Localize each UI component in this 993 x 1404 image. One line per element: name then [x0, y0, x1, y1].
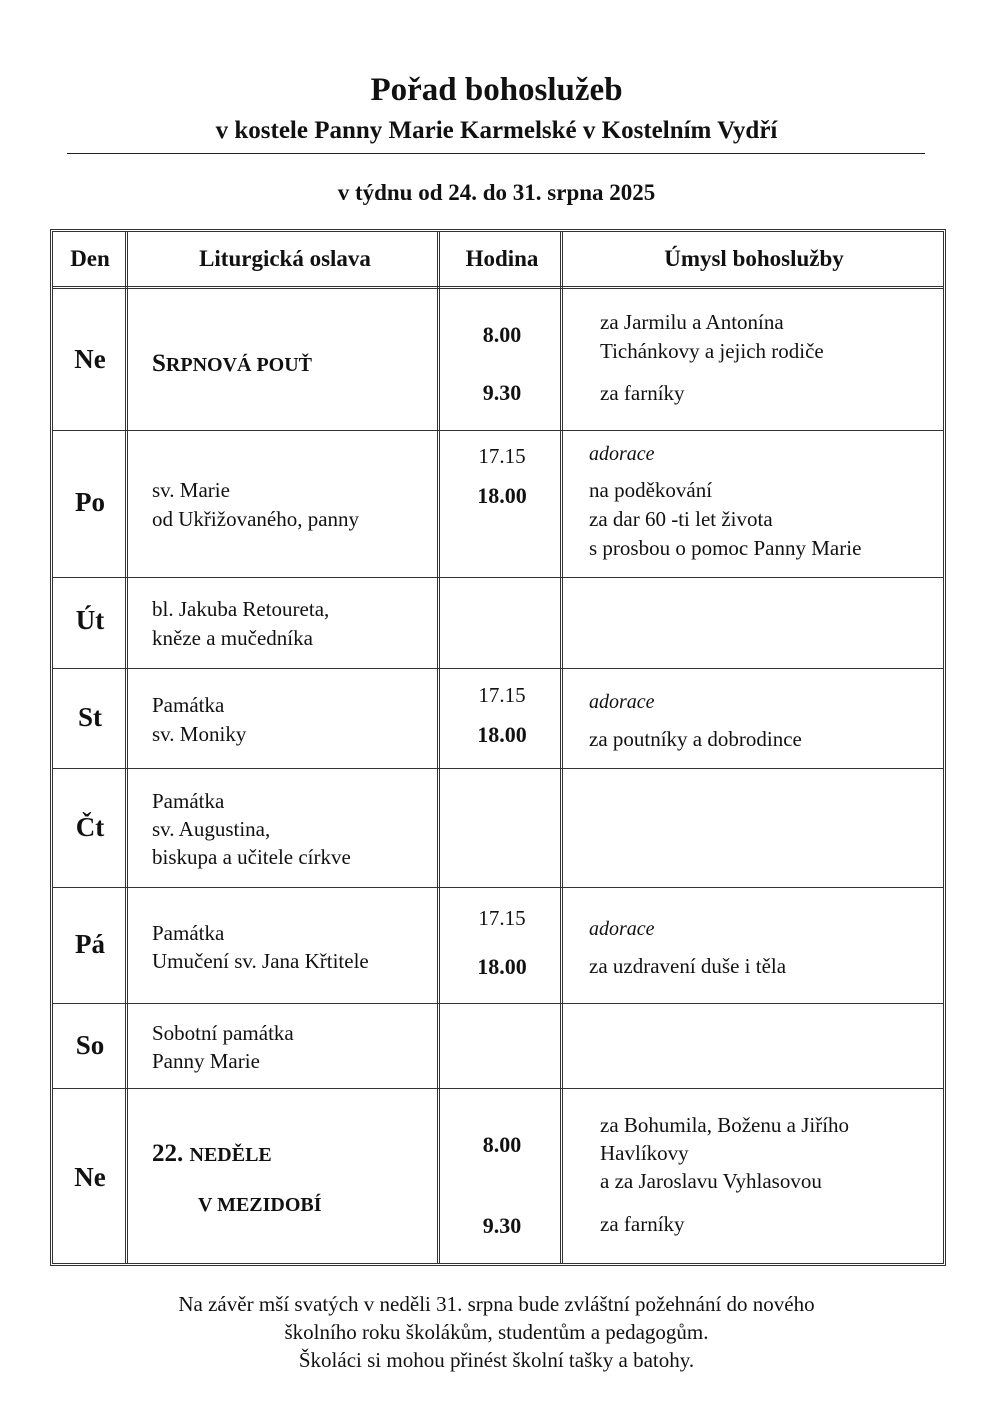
celebration-line: bl. Jakuba Retoureta,: [152, 597, 330, 621]
intention-line: za poutníky a dobrodince: [589, 727, 802, 751]
column-header-time: Hodina: [465, 246, 539, 271]
note-line: Školáci si mohou přinést školní tašky a batohy.: [298, 1348, 695, 1372]
celebration-title: [152, 1139, 272, 1170]
intention-line: na poděkování: [589, 478, 713, 502]
row-divider: [53, 430, 943, 431]
mass-time: 9.30: [482, 380, 522, 405]
note-line: školního roku školákům, studentům a pedagogům.: [284, 1320, 709, 1344]
celebration-line: sv. Marie: [152, 478, 230, 502]
celebration-number: 22.: [152, 1140, 184, 1167]
celebration-initial: S: [152, 350, 166, 377]
mass-time: 18.00: [477, 954, 527, 979]
adoration-time: 17.15: [478, 444, 526, 468]
page-subtitle: v kostele Panny Marie Karmelské v Kostelním Vydří: [215, 117, 778, 144]
day-label: Pá: [75, 929, 105, 959]
week-range: v týdnu od 24. do 31. srpna 2025: [337, 180, 656, 205]
column-header-celebration: Liturgická oslava: [199, 246, 371, 271]
celebration-line: NEDĚLE: [189, 1144, 272, 1166]
mass-time: 8.00: [482, 322, 522, 347]
row-divider: [53, 577, 943, 578]
title-divider: [67, 153, 925, 154]
intention-line: Tichánkovy a jejich rodiče: [600, 339, 824, 363]
mass-time: 18.00: [477, 483, 527, 508]
intention-line: za farníky: [600, 1212, 685, 1236]
header-divider: [53, 286, 943, 289]
day-label: So: [75, 1030, 105, 1060]
adoration-label: adorace: [589, 691, 655, 713]
column-header-intention: Úmysl bohoslužby: [664, 246, 844, 271]
celebration-line: sv. Moniky: [152, 722, 247, 746]
celebration-title: [152, 349, 312, 380]
row-divider: [53, 768, 943, 769]
page-title: Pořad bohoslužeb: [370, 72, 623, 108]
row-divider: [53, 887, 943, 888]
intention-line: s prosbou o pomoc Panny Marie: [589, 536, 862, 560]
day-label: St: [77, 702, 102, 732]
celebration-line: Památka: [152, 921, 225, 945]
intention-line: za uzdravení duše i těla: [589, 954, 787, 978]
note-line: Na závěr mší svatých v neděli 31. srpna bude zvláštní požehnání do nového: [178, 1292, 815, 1316]
celebration-rest: RPNOVÁ POUŤ: [165, 354, 313, 376]
celebration-line: sv. Augustina,: [152, 817, 271, 841]
celebration-line: Panny Marie: [152, 1049, 260, 1073]
row-divider: [53, 668, 943, 669]
celebration-line: biskupa a učitele církve: [152, 845, 351, 869]
column-header-day: Den: [70, 246, 110, 271]
mass-time: 8.00: [482, 1132, 522, 1157]
mass-time: 9.30: [482, 1213, 522, 1238]
column-divider: [125, 232, 128, 1263]
column-divider: [437, 232, 440, 1263]
intention-line: a za Jaroslavu Vyhlasovou: [600, 1169, 822, 1193]
adoration-time: 17.15: [478, 906, 526, 930]
day-label: Čt: [75, 812, 105, 842]
intention-line: za Bohumila, Boženu a Jiřího: [600, 1113, 850, 1137]
adoration-label: adorace: [589, 918, 655, 940]
day-label: Ne: [74, 344, 106, 374]
celebration-line: od Ukřižovaného, panny: [152, 507, 360, 531]
announcement-note: [0, 1290, 993, 1374]
day-label: Út: [75, 605, 105, 635]
celebration-title-cont: [198, 1189, 322, 1220]
intention-line: Havlíkovy: [600, 1141, 689, 1165]
celebration-line: V MEZIDOBÍ: [198, 1194, 322, 1216]
intention-line: za Jarmilu a Antonína: [600, 310, 784, 334]
mass-time: 18.00: [477, 722, 527, 747]
day-label: Ne: [74, 1162, 106, 1192]
intention-line: za farníky: [600, 381, 685, 405]
row-divider: [53, 1088, 943, 1089]
celebration-line: Památka: [152, 789, 225, 813]
day-label: Po: [75, 487, 105, 517]
celebration-line: Umučení sv. Jana Křtitele: [152, 949, 369, 973]
celebration-line: kněze a mučedníka: [152, 626, 313, 650]
row-divider: [53, 1003, 943, 1004]
celebration-line: Památka: [152, 693, 225, 717]
adoration-time: 17.15: [478, 683, 526, 707]
adoration-label: adorace: [589, 443, 655, 465]
intention-line: za dar 60 -ti let života: [589, 507, 773, 531]
celebration-line: Sobotní památka: [152, 1021, 294, 1045]
